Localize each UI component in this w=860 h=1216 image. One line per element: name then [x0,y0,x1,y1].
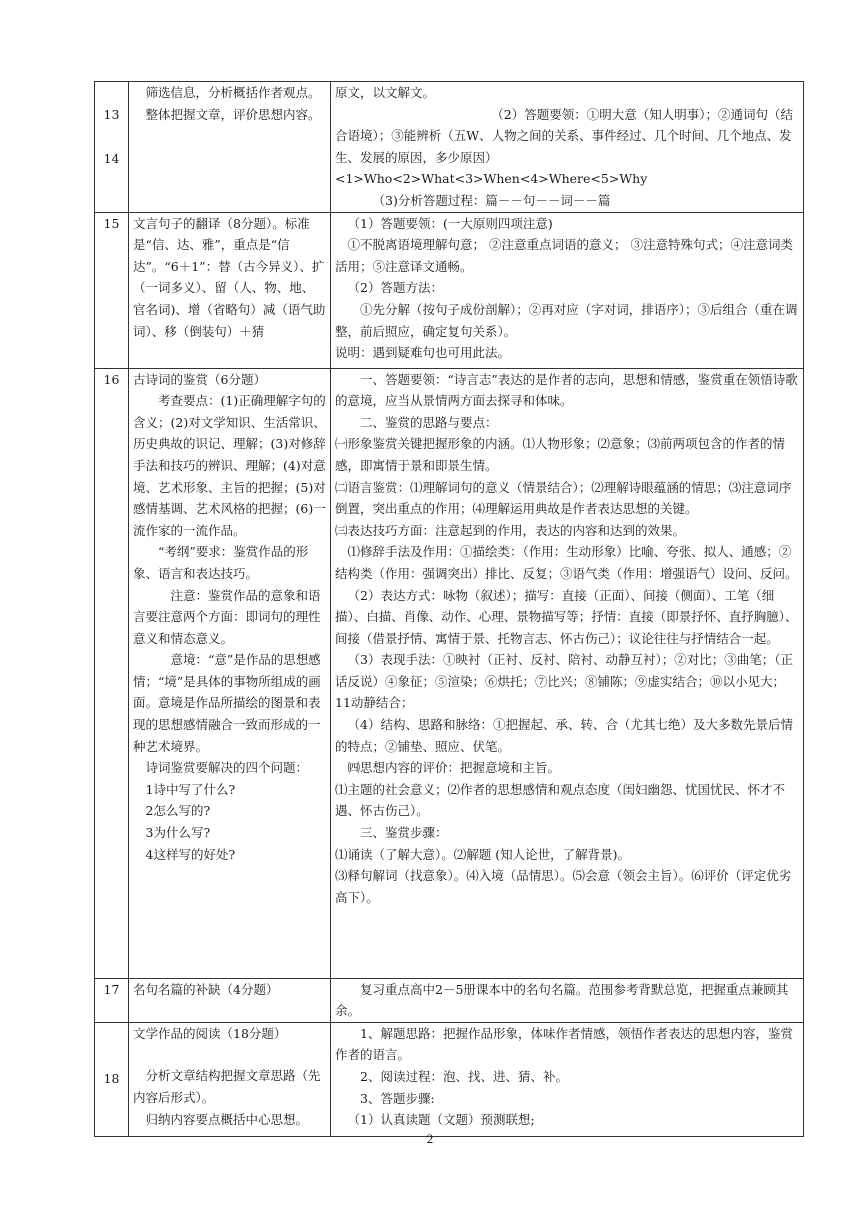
method-text: 1、解题思路：把握作品形象，体味作者情感，领悟作者表达的思想内容，鉴赏作者的语言。 [335,1025,793,1063]
row-number: 18 [103,1071,120,1087]
method-text: 三、鉴赏步骤： [360,825,448,841]
topic-cell [129,212,331,368]
topic-text: 意境：“意”是作品的思想感情；“境”是具体的事物所组成的画面。意境是作品所描绘的图景和表现的思想感情融合一致而形成的一种艺术境界。 [133,652,321,754]
topic-text: 筛选信息，分析概括作者观点。 [145,85,321,100]
topic-text: 分析文章结构把握文章思路（先内容后形式）。 [133,1068,321,1105]
method-text: （1）答题要领：(一大原则四项注意) [347,215,553,231]
method-text: ㈣思想内容的评价：把握意境和主旨。 [347,760,561,776]
page-number: 2 [426,1131,434,1146]
topic-cell [129,978,331,1022]
review-table [94,81,804,1137]
topic-cell [129,1022,331,1136]
topic-text: 3为什么写? [145,825,211,841]
row-number: 17 [103,981,120,997]
row-number-cell [95,978,129,1022]
topic-text: 文言句子的翻译（8分题）。标准是“信、达、雅”，重点是“信达”。“6＋1”：替（古今异义）、扩（一词多义）、留（人、物、地、官名词)、增（省略句）减（语气助词）、移（倒装句）＋猜 [133,215,326,339]
method-text: （2）表达方式：咏物（叙述）；描写：直接（正面）、间接（侧面）、工笔（细描）、白描、肖像、动作、心理、景物描写等；抒情：直接（即景抒怀、直抒胸臆）、间接（借景抒情、寓情于景、托物言志、怀古伤己）；议论往往与抒情结合一起。 [335,587,798,646]
method-cell [331,978,804,1022]
topic-text: “考纲”要求：鉴赏作品的形象、语言和表达技巧。 [133,544,309,581]
row-number-cell [95,1022,129,1136]
table-row [95,212,804,368]
topic-text: 考查要点：(1)正确理解字句的含义；(2)对文学知识、生活常识、历史典故的识记、理解；(3)对修辞手法和技巧的辨识、理解；(4)对意境、艺术形象、主旨的把握；(5)对感情基调、艺术风格的把握；(6)一流作家的一流作品。 [133,393,326,538]
topic-text: 名句名篇的补缺（4分题） [133,981,279,997]
method-text: ⑴诵读（了解大意）。⑵解题 (知人论世，了解背景)。 [335,846,630,862]
topic-text: 2怎么写的? [145,803,211,819]
method-text: ⑴主题的社会意义；⑵作者的思想感情和观点态度（闺妇幽怨、忧国忧民、怀才不遇、怀古伤己）。 [335,781,786,819]
topic-cell [129,368,331,978]
method-cell [331,368,804,978]
row-number: 14 [103,150,120,166]
method-text: ㈠形象鉴赏关键把握形象的内涵。⑴人物形象；⑵意象；⑶前两项包含的作者的情感，即寓情于景和即景生情。 [335,436,786,473]
table-row [95,1022,804,1136]
table-row [95,82,804,213]
method-text: （4）结构、思路和脉络：①把握起、承、转、合（尤其七绝）及大多数先景后情的特点；②铺垫、照应、伏笔。 [335,717,793,754]
method-text: （3）表现手法：①映衬（正衬、反衬、陪衬、动静互衬）；②对比；③曲笔；（正话反说）④象征；⑤渲染；⑥烘托；⑦比兴；⑧铺陈；⑨虚实结合；⑩以小见大； 11动静结合； [335,652,793,711]
method-text: 二、鉴赏的思路与要点： [360,414,498,430]
method-text: ①不脱离语境理解句意； ②注意重点词语的意义； ③注意特殊句式；④注意词类活用；⑤注意译文通畅。 [335,237,793,274]
method-text: 说明：遇到疑难句也可用此法。 [335,345,511,361]
method-text: ㈢表达技巧方面：注意起到的作用，表达的内容和达到的效果。 [335,522,686,538]
row-number: 16 [103,371,120,387]
topic-cell [129,82,331,213]
method-text: ⑴修辞手法及作用：①描绘类：（作用：生动形象）比喻、夸张、拟人、通感；②结构类（作用：强调突出）排比、反复；③语气类（作用：增强语气）设问、反问。 [335,544,798,581]
topic-text: 归纳内容要点概括中心思想。 [145,1111,309,1127]
method-text: ⑶释句解词（找意象）。⑷入境（品情思）。⑸会意（领会主旨）。⑹评价（评定优劣高下）。 [335,868,792,905]
method-text: 2、阅读过程：泡、找、进、猜、补。 [360,1068,568,1084]
method-cell [331,82,804,213]
topic-text: 整体把握文章，评价思想内容。 [145,106,321,122]
topic-text: 1诗中写了什么? [145,781,236,797]
row-number: 13 [103,107,120,122]
method-text: （2）答题要领：①明大意（知人明事）；②通词句（结合语境）；③能辨析（五W、人物之间的关系、事件经过、几个时间、几个地点、发生、发展的原因，多少原因）<1>Who<2>What<3>When<4>Where<5>Why [335,106,793,187]
topic-text: 古诗词的鉴赏（6分题） [133,371,266,387]
topic-text: 诗词鉴赏要解决的四个问题： [145,760,309,776]
row-number: 15 [103,215,120,231]
method-text: （3)分析答题过程：篇－－句－－词－－篇 [372,192,611,208]
topic-text: 文学作品的阅读（18分题） [133,1025,287,1041]
method-cell [331,212,804,368]
topic-text: 4这样写的好处? [145,846,236,862]
method-text: （1）认真读题（文题）预测联想; [347,1112,535,1128]
method-text: 一、答题要领：“诗言志”表达的是作者的志向，思想和情感，鉴赏重在领悟诗歌的意境，应当从景情两方面去探寻和体味。 [335,371,798,409]
table-row [95,368,804,978]
row-number-cell [95,212,129,368]
method-text: ㈡语言鉴赏：⑴理解词句的意义（情景结合）；⑵理解诗眼蕴涵的情思；⑶注意词序倒置，突出重点的作用；⑷理解运用典故是作者表达思想的关键。 [335,479,792,517]
method-text: 复习重点高中2－5册课本中的名句名篇。范围参考背默总览，把握重点兼顾其余。 [335,981,789,1019]
method-cell [331,1022,804,1136]
method-text: 3、答题步骤: [360,1090,435,1106]
method-text: （2）答题方法： [347,280,443,296]
table-row [95,978,804,1022]
row-number-cell [95,82,129,213]
row-number-cell [95,368,129,978]
method-text: ①先分解（按句子成份剖解）；②再对应（字对词，排语序）；③后组合（重在调整，前后照应，确定复句关系）。 [335,301,798,339]
topic-text: 注意：鉴赏作品的意象和语言要注意两个方面：即词句的理性意义和情态意义。 [133,587,321,646]
method-text: 原文，以文解文。 [335,85,436,100]
